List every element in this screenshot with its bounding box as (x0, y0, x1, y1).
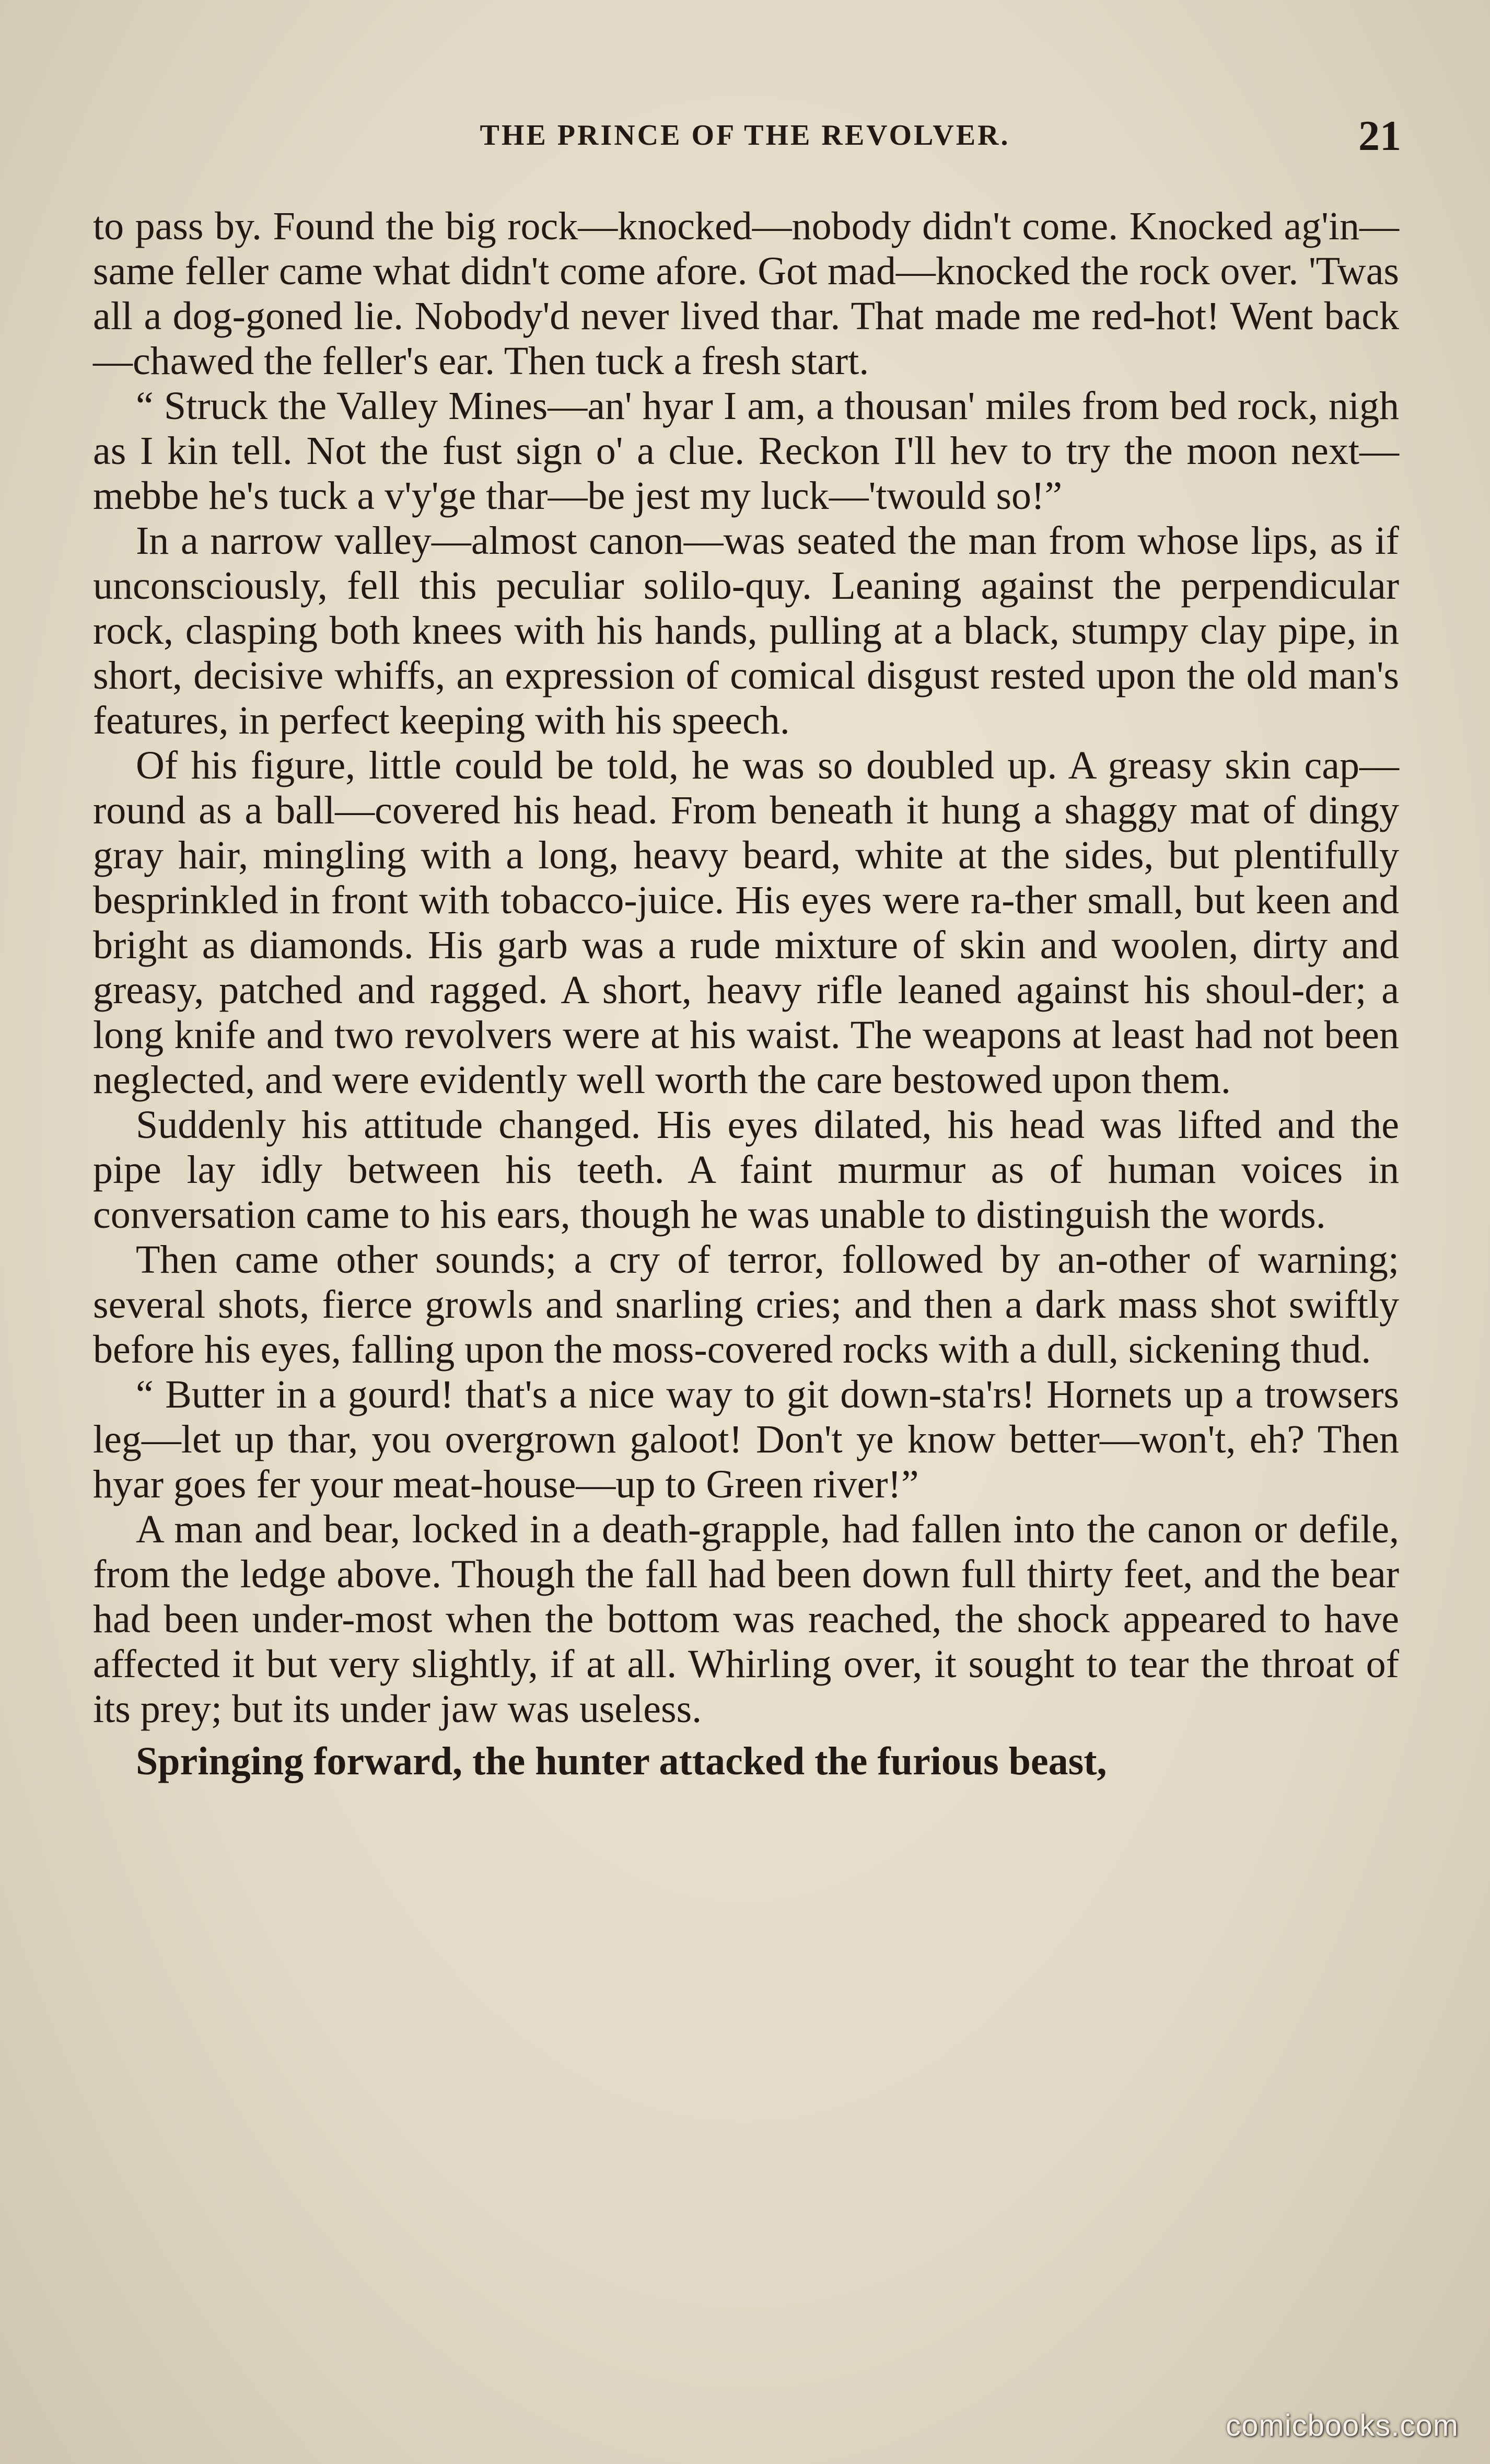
watermark: comicbooks.com (1226, 2409, 1459, 2443)
paragraph: “ Struck the Valley Mines—an' hyar I am, a thousan' miles from bed rock, nigh as I kin tell. Not the fust sign o' a clue. Reckon I'll hev to try the moon next—mebbe he's tuck a v'y'ge thar—be jest my luck—'twould so!” (93, 384, 1399, 518)
paragraph: “ Butter in a gourd! that's a nice way to git down-sta'rs! Hornets up a trowsers leg—let up thar, you overgrown galoot! Don't ye know better—won't, eh? Then hyar goes fer your meat-house—up to Green river!” (93, 1373, 1399, 1506)
page-number: 21 (1358, 112, 1401, 159)
paragraph: Springing forward, the hunter attacked the furious beast, (136, 1739, 1107, 1783)
page-header (0, 107, 1490, 165)
paragraph: Then came other sounds; a cry of terror, followed by an-other of warning; several shots, fierce growls and snarling cries; and then a dark mass shot swiftly before his eyes, falling upon the moss-covered rocks with a dull, sickening thud. (93, 1238, 1399, 1372)
body-text (93, 204, 1399, 1784)
running-title: THE PRINCE OF THE REVOLVER. (480, 119, 1010, 152)
paragraph: A man and bear, locked in a death-grapple, had fallen into the canon or defile, from the ledge above. Though the fall had been down full thirty feet, and the bear had been under-most when the bottom was reached, the shock appeared to have affected it but very slightly, if at all. Whirling over, it sought to tear the throat of its prey; but its under jaw was useless. (93, 1507, 1399, 1731)
paragraph: In a narrow valley—almost canon—was seated the man from whose lips, as if unconsciously, fell this peculiar solilo-quy. Leaning against the perpendicular rock, clasping both knees with his hands, pulling at a black, stumpy clay pipe, in short, decisive whiffs, an expression of comical disgust rested upon the old man's features, in perfect keeping with his speech. (93, 519, 1399, 742)
paragraph: Of his figure, little could be told, he was so doubled up. A greasy skin cap—round as a ball—covered his head. From beneath it hung a shaggy mat of dingy gray hair, mingling with a long, heavy beard, white at the sides, but plentifully besprinkled in front with tobacco-juice. His eyes were ra-ther small, but keen and bright as diamonds. His garb was a rude mixture of skin and woolen, dirty and greasy, patched and ragged. A short, heavy rifle leaned against his shoul-der; a long knife and two revolvers were at his waist. The weapons at least had not been neglected, and were evidently well worth the care bestowed upon them. (93, 743, 1399, 1102)
paragraph: to pass by. Found the big rock—knocked—nobody didn't come. Knocked ag'in—same feller came what didn't come afore. Got mad—knocked the rock over. 'Twas all a dog-goned lie. Nobody'd never lived thar. That made me red-hot! Went back—chawed the feller's ear. Then tuck a fresh start. (93, 204, 1399, 383)
paragraph: Suddenly his attitude changed. His eyes dilated, his head was lifted and the pipe lay idly between his teeth. A faint murmur as of human voices in conversation came to his ears, though he was unable to distinguish the words. (93, 1103, 1399, 1237)
